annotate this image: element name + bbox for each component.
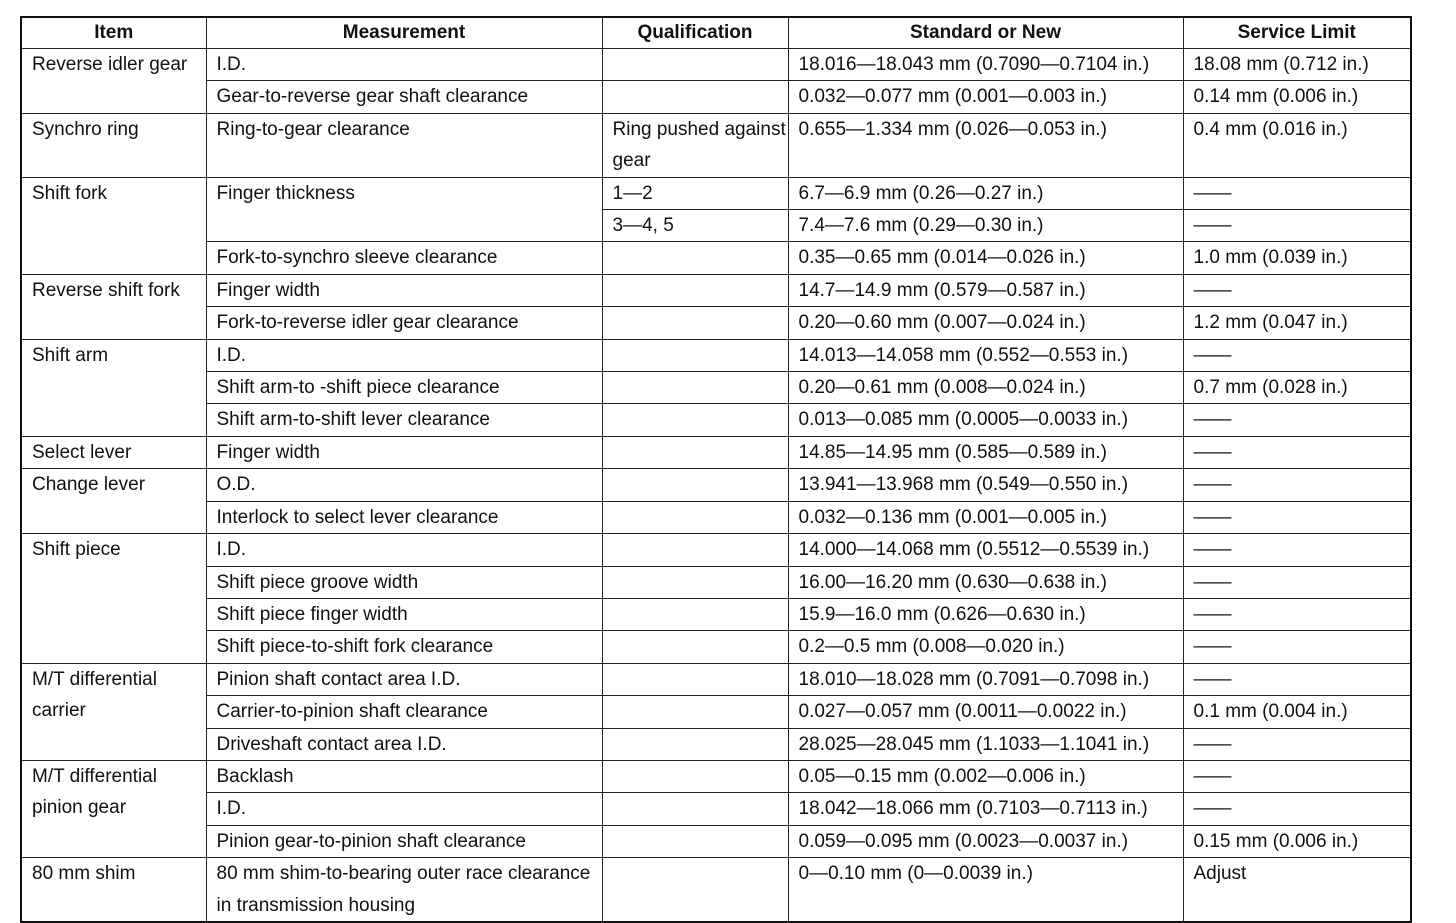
service-limit-cell: —— xyxy=(1183,728,1411,760)
service-limit-cell: —— xyxy=(1183,436,1411,468)
qualification-cell xyxy=(602,566,788,598)
specification-sheet xyxy=(20,16,1410,923)
spec-table xyxy=(20,16,1412,923)
header-row xyxy=(21,17,1411,49)
item-name: Change lever xyxy=(21,469,206,534)
service-limit-cell: —— xyxy=(1183,760,1411,792)
table-row xyxy=(21,469,1411,501)
standard-cell: 0.05—0.15 mm (0.002—0.006 in.) xyxy=(788,760,1183,792)
table-row xyxy=(21,372,1411,404)
item-name: M/T differential pinion gear xyxy=(21,760,206,857)
measurement-cell: Ring-to-gear clearance xyxy=(206,113,602,177)
standard-cell: 18.010—18.028 mm (0.7091—0.7098 in.) xyxy=(788,663,1183,695)
table-row xyxy=(21,825,1411,857)
header-standard: Standard or New xyxy=(788,17,1183,49)
standard-cell: 14.7—14.9 mm (0.579—0.587 in.) xyxy=(788,274,1183,306)
item-name: Reverse idler gear xyxy=(21,49,206,114)
service-limit-cell: 1.0 mm (0.039 in.) xyxy=(1183,242,1411,274)
table-row xyxy=(21,598,1411,630)
standard-cell: 7.4—7.6 mm (0.29—0.30 in.) xyxy=(788,210,1183,242)
service-limit-cell: 0.15 mm (0.006 in.) xyxy=(1183,825,1411,857)
service-limit-cell: —— xyxy=(1183,534,1411,566)
header-qualification: Qualification xyxy=(602,17,788,49)
table-row xyxy=(21,177,1411,209)
measurement-cell: Interlock to select lever clearance xyxy=(206,501,602,533)
qualification-cell xyxy=(602,598,788,630)
qualification-cell xyxy=(602,469,788,501)
service-limit-cell: —— xyxy=(1183,566,1411,598)
service-limit-cell: —— xyxy=(1183,210,1411,242)
measurement-cell: Gear-to-reverse gear shaft clearance xyxy=(206,81,602,113)
qualification-cell xyxy=(602,631,788,663)
table-row xyxy=(21,566,1411,598)
service-limit-cell: 0.1 mm (0.004 in.) xyxy=(1183,696,1411,728)
service-limit-cell: —— xyxy=(1183,339,1411,371)
service-limit-cell: —— xyxy=(1183,663,1411,695)
table-row xyxy=(21,436,1411,468)
table-row xyxy=(21,81,1411,113)
measurement-cell: Carrier-to-pinion shaft clearance xyxy=(206,696,602,728)
measurement-cell: Backlash xyxy=(206,760,602,792)
table-row xyxy=(21,404,1411,436)
qualification-cell xyxy=(602,339,788,371)
qualification-cell xyxy=(602,696,788,728)
item-name: 80 mm shim xyxy=(21,858,206,922)
qualification-cell xyxy=(602,436,788,468)
spec-rows xyxy=(21,49,1411,922)
table-row xyxy=(21,49,1411,81)
measurement-cell: I.D. xyxy=(206,339,602,371)
measurement-cell: 80 mm shim-to-bearing outer race clearance in transmission housing xyxy=(206,858,602,922)
item-name: Shift piece xyxy=(21,534,206,664)
qualification-cell xyxy=(602,825,788,857)
service-limit-cell: Adjust xyxy=(1183,858,1411,922)
standard-cell: 0.032—0.136 mm (0.001—0.005 in.) xyxy=(788,501,1183,533)
qualification-cell xyxy=(602,372,788,404)
measurement-cell: Pinion gear-to-pinion shaft clearance xyxy=(206,825,602,857)
table-row xyxy=(21,242,1411,274)
standard-cell: 0.20—0.60 mm (0.007—0.024 in.) xyxy=(788,307,1183,339)
header-measurement: Measurement xyxy=(206,17,602,49)
standard-cell: 16.00—16.20 mm (0.630—0.638 in.) xyxy=(788,566,1183,598)
service-limit-cell: —— xyxy=(1183,793,1411,825)
table-row xyxy=(21,858,1411,922)
standard-cell: 18.016—18.043 mm (0.7090—0.7104 in.) xyxy=(788,49,1183,81)
table-row xyxy=(21,631,1411,663)
standard-cell: 0.059—0.095 mm (0.0023—0.0037 in.) xyxy=(788,825,1183,857)
item-name: Shift arm xyxy=(21,339,206,436)
measurement-cell: Fork-to-reverse idler gear clearance xyxy=(206,307,602,339)
service-limit-cell: —— xyxy=(1183,404,1411,436)
standard-cell: 0.35—0.65 mm (0.014—0.026 in.) xyxy=(788,242,1183,274)
standard-cell: 6.7—6.9 mm (0.26—0.27 in.) xyxy=(788,177,1183,209)
standard-cell: 0—0.10 mm (0—0.0039 in.) xyxy=(788,858,1183,922)
service-limit-cell: 0.7 mm (0.028 in.) xyxy=(1183,372,1411,404)
service-limit-cell: —— xyxy=(1183,469,1411,501)
table-row xyxy=(21,696,1411,728)
qualification-cell xyxy=(602,404,788,436)
table-row xyxy=(21,793,1411,825)
service-limit-cell: —— xyxy=(1183,177,1411,209)
standard-cell: 18.042—18.066 mm (0.7103—0.7113 in.) xyxy=(788,793,1183,825)
qualification-cell xyxy=(602,307,788,339)
qualification-cell xyxy=(602,49,788,81)
measurement-cell: Shift piece-to-shift fork clearance xyxy=(206,631,602,663)
measurement-cell: Finger thickness xyxy=(206,177,602,242)
header-item: Item xyxy=(21,17,206,49)
table-row xyxy=(21,274,1411,306)
qualification-cell xyxy=(602,242,788,274)
item-name: Shift fork xyxy=(21,177,206,274)
service-limit-cell: —— xyxy=(1183,274,1411,306)
standard-cell: 15.9—16.0 mm (0.626—0.630 in.) xyxy=(788,598,1183,630)
measurement-cell: Shift piece finger width xyxy=(206,598,602,630)
service-limit-cell: —— xyxy=(1183,598,1411,630)
table-row xyxy=(21,728,1411,760)
standard-cell: 0.2—0.5 mm (0.008—0.020 in.) xyxy=(788,631,1183,663)
standard-cell: 0.655—1.334 mm (0.026—0.053 in.) xyxy=(788,113,1183,177)
qualification-cell xyxy=(602,728,788,760)
qualification-cell xyxy=(602,501,788,533)
qualification-cell xyxy=(602,793,788,825)
measurement-cell: Finger width xyxy=(206,436,602,468)
service-limit-cell: 0.14 mm (0.006 in.) xyxy=(1183,81,1411,113)
measurement-cell: Shift piece groove width xyxy=(206,566,602,598)
standard-cell: 14.013—14.058 mm (0.552—0.553 in.) xyxy=(788,339,1183,371)
qualification-cell: 1—2 xyxy=(602,177,788,209)
measurement-cell: I.D. xyxy=(206,534,602,566)
service-limit-cell: —— xyxy=(1183,501,1411,533)
qualification-cell: 3—4, 5 xyxy=(602,210,788,242)
item-name: Reverse shift fork xyxy=(21,274,206,339)
qualification-cell xyxy=(602,858,788,922)
standard-cell: 0.032—0.077 mm (0.001—0.003 in.) xyxy=(788,81,1183,113)
qualification-cell xyxy=(602,81,788,113)
qualification-cell xyxy=(602,760,788,792)
table-row xyxy=(21,760,1411,792)
table-row xyxy=(21,339,1411,371)
item-name: Synchro ring xyxy=(21,113,206,177)
standard-cell: 28.025—28.045 mm (1.1033—1.1041 in.) xyxy=(788,728,1183,760)
standard-cell: 13.941—13.968 mm (0.549—0.550 in.) xyxy=(788,469,1183,501)
standard-cell: 0.20—0.61 mm (0.008—0.024 in.) xyxy=(788,372,1183,404)
measurement-cell: Shift arm-to-shift lever clearance xyxy=(206,404,602,436)
measurement-cell: Fork-to-synchro sleeve clearance xyxy=(206,242,602,274)
standard-cell: 14.85—14.95 mm (0.585—0.589 in.) xyxy=(788,436,1183,468)
measurement-cell: Pinion shaft contact area I.D. xyxy=(206,663,602,695)
service-limit-cell: —— xyxy=(1183,631,1411,663)
standard-cell: 14.000—14.068 mm (0.5512—0.5539 in.) xyxy=(788,534,1183,566)
qualification-cell: Ring pushed against gear xyxy=(602,113,788,177)
header-service-limit: Service Limit xyxy=(1183,17,1411,49)
table-row xyxy=(21,307,1411,339)
measurement-cell: I.D. xyxy=(206,793,602,825)
service-limit-cell: 0.4 mm (0.016 in.) xyxy=(1183,113,1411,177)
qualification-cell xyxy=(602,663,788,695)
item-name: M/T differential carrier xyxy=(21,663,206,760)
qualification-cell xyxy=(602,274,788,306)
measurement-cell: O.D. xyxy=(206,469,602,501)
standard-cell: 0.027—0.057 mm (0.0011—0.0022 in.) xyxy=(788,696,1183,728)
item-name: Select lever xyxy=(21,436,206,468)
measurement-cell: Finger width xyxy=(206,274,602,306)
table-row xyxy=(21,113,1411,177)
measurement-cell: I.D. xyxy=(206,49,602,81)
standard-cell: 0.013—0.085 mm (0.0005—0.0033 in.) xyxy=(788,404,1183,436)
table-row xyxy=(21,534,1411,566)
service-limit-cell: 18.08 mm (0.712 in.) xyxy=(1183,49,1411,81)
table-row xyxy=(21,663,1411,695)
measurement-cell: Shift arm-to -shift piece clearance xyxy=(206,372,602,404)
table-row xyxy=(21,501,1411,533)
qualification-cell xyxy=(602,534,788,566)
measurement-cell: Driveshaft contact area I.D. xyxy=(206,728,602,760)
service-limit-cell: 1.2 mm (0.047 in.) xyxy=(1183,307,1411,339)
